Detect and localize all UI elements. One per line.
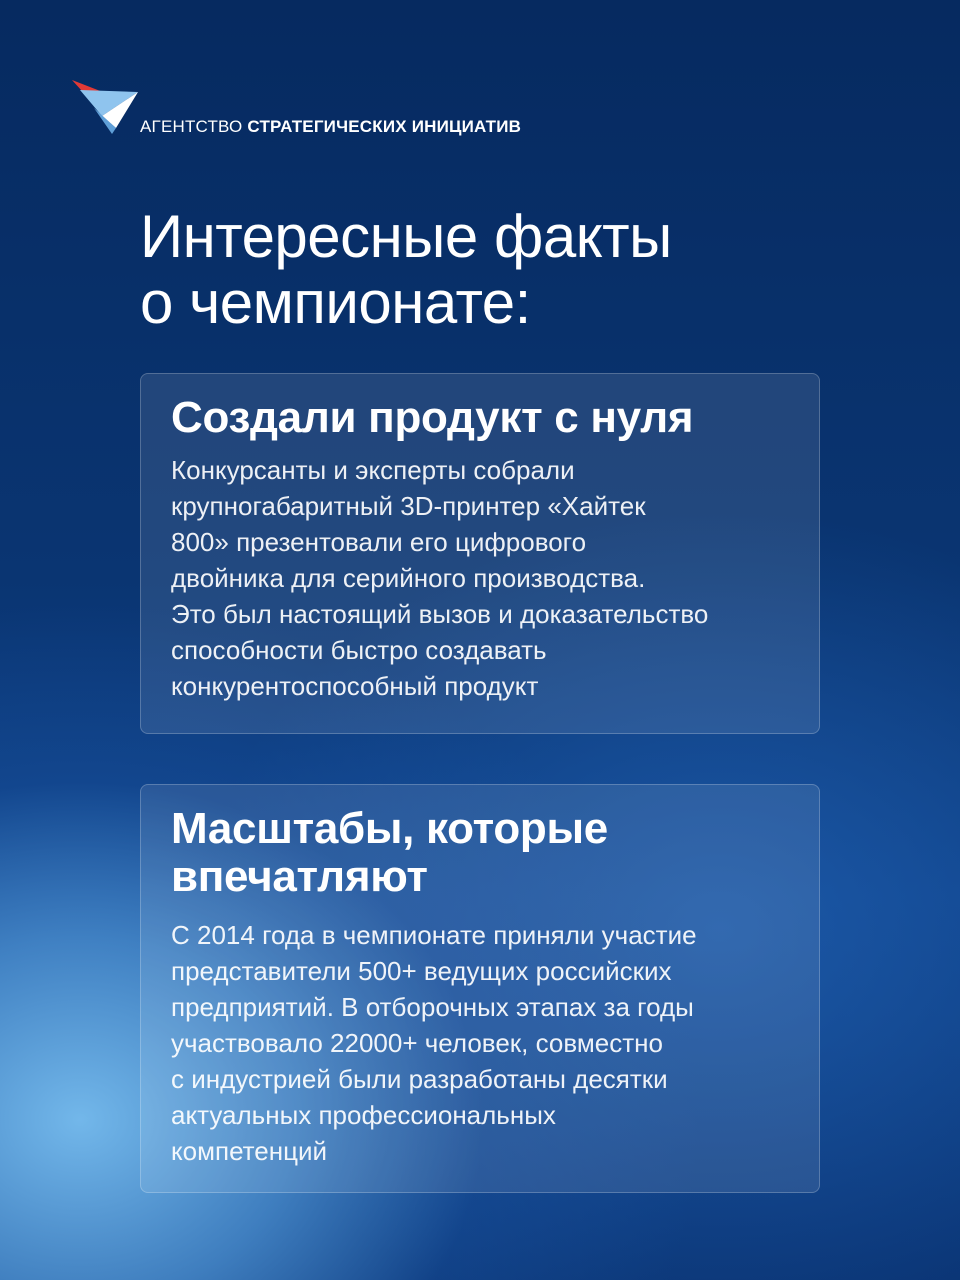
page-title <box>140 204 672 336</box>
card-title <box>171 805 789 901</box>
card-title-line: Масштабы, которые <box>171 804 608 853</box>
logo-wordmark <box>140 117 521 137</box>
card-body-line: С 2014 года в чемпионате приняли участие <box>171 920 697 950</box>
fact-card-scale <box>140 784 820 1193</box>
asi-logo-icon <box>72 80 142 134</box>
logo-text-bold: СТРАТЕГИЧЕСКИХ ИНИЦИАТИВ <box>247 117 522 136</box>
card-title-line: Создали продукт с нуля <box>171 393 694 442</box>
card-body-line: крупногабаритный 3D-принтер «Хайтек <box>171 491 646 521</box>
logo-text-light: АГЕНТСТВО <box>140 117 243 136</box>
card-body-line: актуальных профессиональных <box>171 1100 556 1130</box>
card-title-line: впечатляют <box>171 852 428 901</box>
card-body-line: двойника для серийного производства. <box>171 563 646 593</box>
card-body-line: способности быстро создавать <box>171 635 547 665</box>
asi-logo <box>72 80 542 140</box>
card-body-line: представители 500+ ведущих российских <box>171 956 672 986</box>
card-body <box>171 452 789 704</box>
card-title <box>171 394 789 442</box>
fact-card-product <box>140 373 820 734</box>
card-body-line: с индустрией были разработаны десятки <box>171 1064 668 1094</box>
card-body-line: Конкурсанты и эксперты собрали <box>171 455 575 485</box>
card-body-line: участвовало 22000+ человек, совместно <box>171 1028 663 1058</box>
page-title-line: о чемпионате: <box>140 269 531 336</box>
card-body-line: 800» презентовали его цифрового <box>171 527 587 557</box>
card-body-line: конкурентоспособный продукт <box>171 671 539 701</box>
card-body-line: Это был настоящий вызов и доказательство <box>171 599 709 629</box>
page-title-line: Интересные факты <box>140 203 672 270</box>
card-body-line: предприятий. В отборочных этапах за годы <box>171 992 694 1022</box>
card-body <box>171 917 789 1169</box>
card-body-line: компетенций <box>171 1136 328 1166</box>
